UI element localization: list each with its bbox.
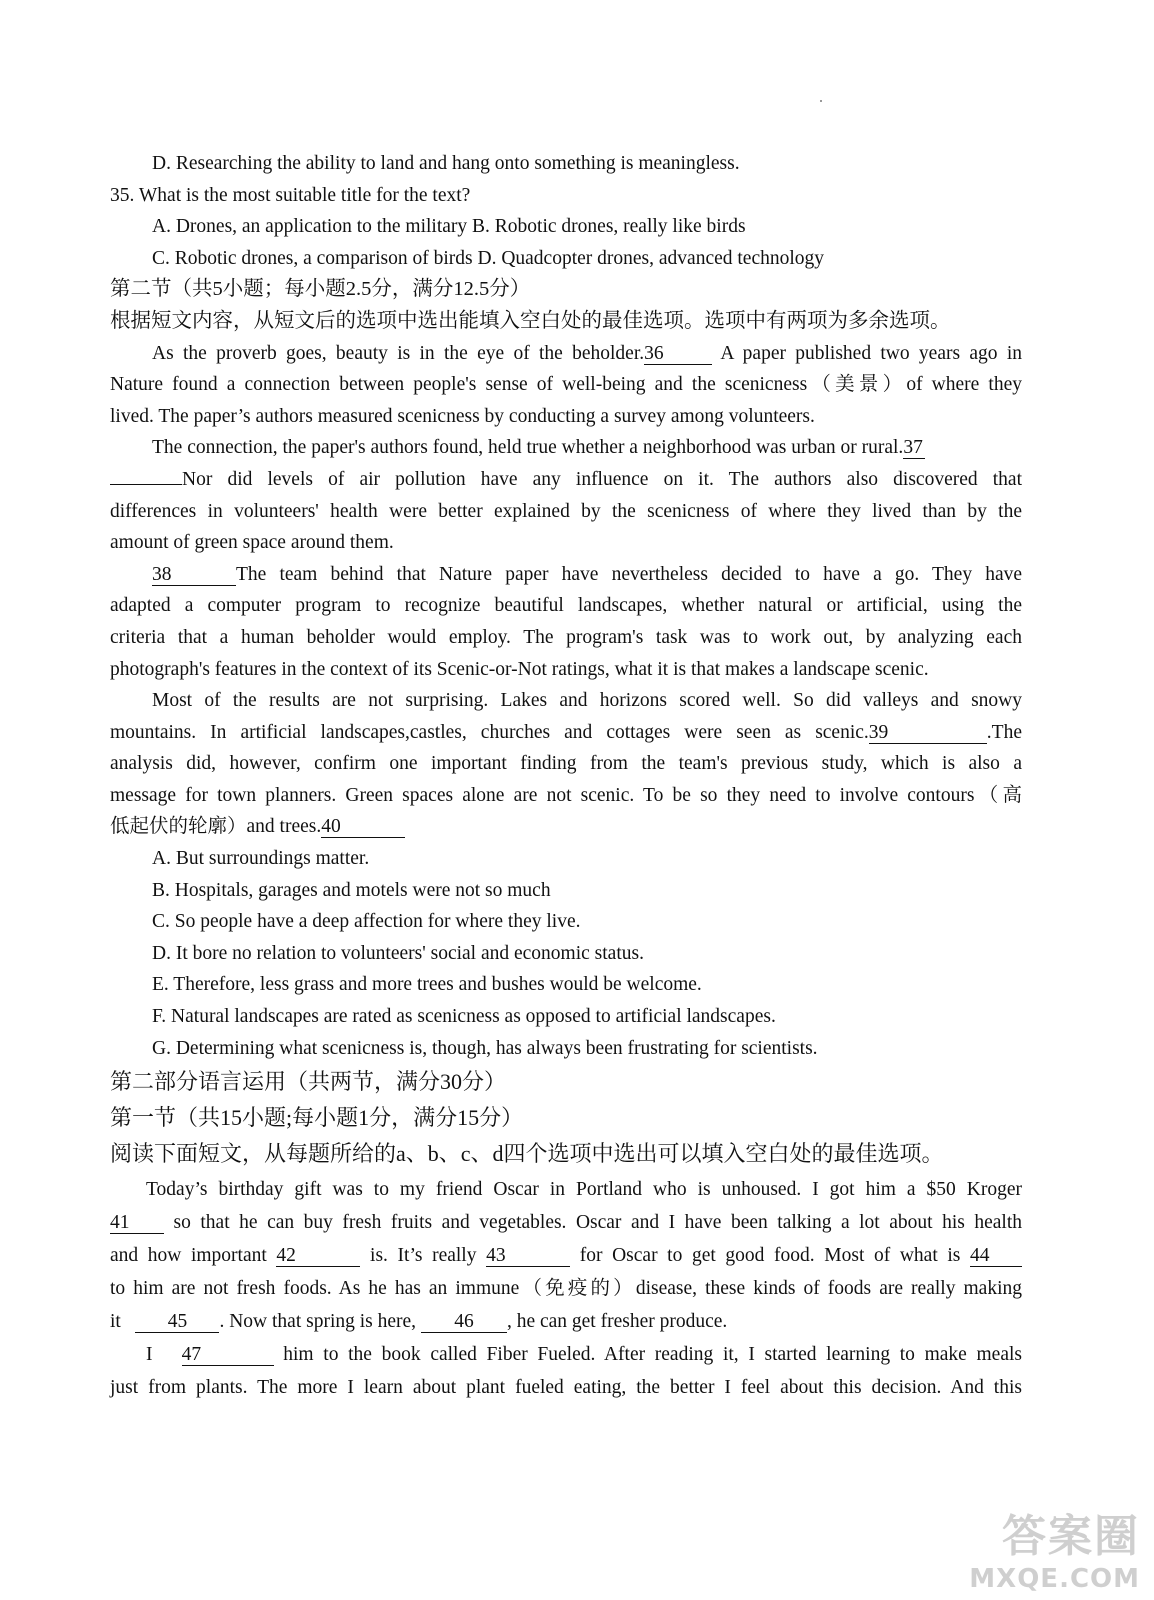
paragraph-line — [110, 432, 1022, 464]
paragraph-line — [110, 717, 1022, 749]
paragraph-line: lived. The paper’s authors measured scenicness by conducting a survey among volunteers. — [110, 405, 815, 427]
q35-options-cd: C. Robotic drones, a comparison of birds D. Quadcopter drones, advanced technology — [152, 247, 825, 269]
blank-44: 44 — [970, 1246, 1022, 1267]
paragraph-line — [110, 1239, 1022, 1272]
text: As the proverb goes, beauty is in the eye of the beholder. — [152, 342, 645, 364]
paragraph-line: to him are not fresh foods. As he has an immune（免疫的）disease, these kinds of foods are really making — [110, 1277, 1022, 1299]
scan-speck — [820, 100, 822, 102]
option-g: G. Determining what scenicness is, though, has always been frustrating for scientists. — [152, 1037, 818, 1059]
paragraph-line: Most of the results are not surprising. Lakes and horizons scored well. So did valleys and snowy — [152, 690, 1022, 712]
text: A paper published two years ago in — [720, 342, 1022, 364]
text: The connection, the paper's authors found, held true whether a neighborhood was urban or rural. — [152, 437, 904, 459]
text: mountains. In artificial landscapes,castles, churches and cottages were seen as scenic. — [110, 721, 869, 743]
watermark-en: MXQE.COM — [969, 1564, 1140, 1594]
passage-paragraph — [110, 338, 1022, 433]
part2-section1-title: 第一节（共15小题;每小题1分，满分15分） — [110, 1105, 524, 1131]
text: I — [146, 1343, 153, 1365]
paragraph-line — [110, 1338, 1022, 1371]
blank-36: 36 — [644, 344, 712, 365]
paragraph-line: criteria that a human beholder would employ. The program's task was to work out, by analyzing each — [110, 626, 1022, 648]
text: him to the book called Fiber Fueled. After reading it, I started learning to make meals — [283, 1343, 1022, 1365]
paragraph-line — [110, 1305, 1022, 1338]
paragraph-line: message for town planners. Green spaces alone are not scenic. To be so they need to involve contours（高 — [110, 784, 1022, 806]
passage-paragraph — [110, 559, 1022, 685]
text: so that he can buy fresh fruits and vegetables. Oscar and I have been talking a lot about his health — [173, 1211, 1023, 1233]
paragraph-line: just from plants. The more I learn about plant fueled eating, the better I feel about this decision. And this — [110, 1376, 1022, 1398]
q34-option-d: D. Researching the ability to land and hang onto something is meaningless. — [152, 153, 740, 174]
option-b: B. Hospitals, garages and motels were not so much — [152, 879, 551, 901]
q35-stem: 35. What is the most suitable title for the text? — [110, 184, 471, 206]
text: for Oscar to get good food. Most of what is — [579, 1244, 961, 1266]
paragraph-line: photograph's features in the context of its Scenic-or-Not ratings, what it is that makes a landscape scenic. — [110, 658, 929, 680]
blank-42: 42 — [276, 1246, 360, 1267]
cloze-paragraph — [110, 1338, 1022, 1404]
text: . Now that spring is here, — [219, 1310, 417, 1332]
option-f: F. Natural landscapes are rated as scenicness as opposed to artificial landscapes. — [152, 1006, 776, 1028]
part2-instructions: 阅读下面短文，从每题所给的a、b、c、d四个选项中选出可以填入空白处的最佳选项。 — [110, 1141, 944, 1167]
blank-43: 43 — [486, 1246, 570, 1267]
paragraph-line — [110, 1206, 1022, 1239]
part2-title: 第二部分语言运用（共两节，满分30分） — [110, 1069, 507, 1095]
section2-instructions: 根据短文内容，从短文后的选项中选出能填入空白处的最佳选项。选项中有两项为多余选项。 — [110, 309, 951, 332]
paragraph-line — [110, 464, 1022, 496]
passage-paragraph — [110, 432, 1022, 558]
paragraph-line — [110, 811, 1022, 843]
passage-paragraph — [110, 685, 1022, 843]
blank-38: 38 — [152, 565, 236, 586]
paragraph-line: differences in volunteers' health were better explained by the scenicness of where they lived than by the — [110, 500, 1022, 522]
paragraph-line: Today’s birthday gift was to my friend Oscar in Portland who is unhoused. I got him a $50 Kroger — [146, 1179, 1022, 1201]
q35-options-ab: A. Drones, an application to the military B. Robotic drones, really like birds — [152, 216, 746, 238]
text: 低起伏的轮廓）and trees. — [110, 816, 322, 838]
paragraph-line — [110, 559, 1022, 591]
paragraph-line: Nature found a connection between people's sense of well-being and the scenicness（美景）of where they — [110, 374, 1022, 396]
option-e: E. Therefore, less grass and more trees and bushes would be welcome. — [152, 974, 702, 996]
text: is. It’s really — [370, 1244, 477, 1266]
option-c: C. So people have a deep affection for where they live. — [152, 911, 581, 933]
option-a: A. But surroundings matter. — [152, 848, 370, 870]
option-d: D. It bore no relation to volunteers' social and economic status. — [152, 942, 644, 964]
text: The team behind that Nature paper have nevertheless decided to have a go. They have — [236, 563, 1022, 585]
blank-37: 37 — [903, 438, 925, 459]
options-list — [110, 843, 1022, 1064]
section2-title: 第二节（共5小题；每小题2.5分，满分12.5分） — [110, 278, 531, 301]
exam-page — [110, 148, 1022, 1404]
paragraph-line — [110, 338, 1022, 370]
blank-46: 46 — [421, 1312, 507, 1333]
blank-39: 39 — [869, 723, 987, 744]
watermark-cn: 答案圈 — [1002, 1511, 1140, 1562]
blank-40: 40 — [321, 817, 405, 838]
text: and how important — [110, 1244, 267, 1266]
watermark-logo — [969, 1500, 1140, 1594]
cloze-paragraph — [110, 1174, 1022, 1338]
text: , he can get fresher produce. — [506, 1310, 728, 1332]
blank-37-line — [110, 484, 182, 485]
text: it — [110, 1310, 121, 1332]
blank-47: 47 — [182, 1345, 274, 1366]
paragraph-line: adapted a computer program to recognize beautiful landscapes, whether natural or artificial, using the — [110, 595, 1022, 617]
text: Nor did levels of air pollution have any influence on it. The authors also discovered that — [182, 468, 1022, 490]
blank-41: 41 — [110, 1213, 164, 1234]
paragraph-line: analysis did, however, confirm one important finding from the team's previous study, which is also a — [110, 753, 1022, 775]
text: .The — [986, 721, 1022, 743]
blank-45: 45 — [135, 1312, 219, 1333]
paragraph-line: amount of green space around them. — [110, 532, 394, 554]
